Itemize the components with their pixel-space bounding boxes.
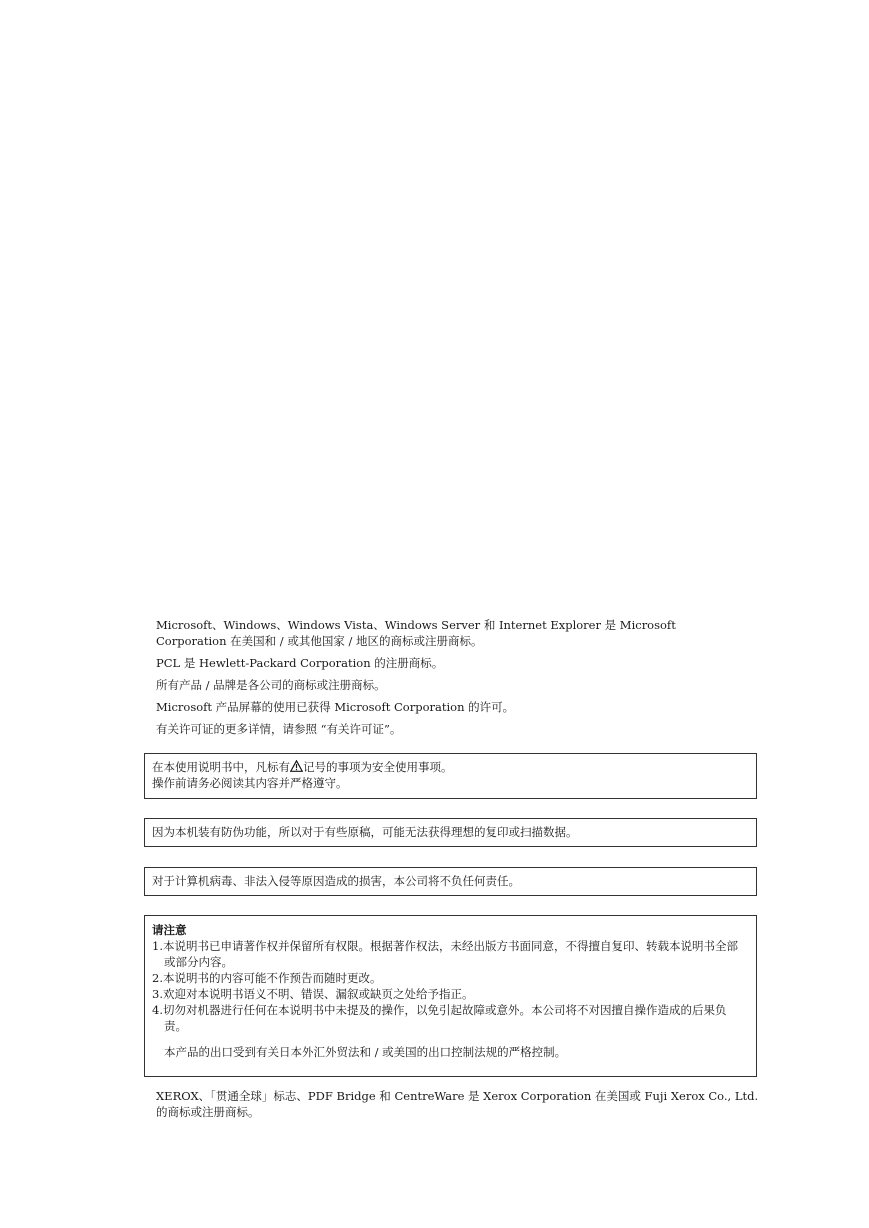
microsoft-trademark: Microsoft、Windows、Windows Vista、Windows Server 和 Internet Explorer 是 Microsoft Corporation 在美国和 / 或其他国家 / 地区的商标或注册商标。 xyxy=(156,618,676,648)
copy-protection-text: 因为本机装有防伪功能，所以对于有些原稿，可能无法获得理想的复印或扫描数据。 xyxy=(152,825,578,839)
virus-disclaimer-text: 对于计算机病毒、非法入侵等原因造成的损害，本公司将不负任何责任。 xyxy=(152,874,520,888)
notice-item: 1.本说明书已申请著作权并保留所有权限。根据著作权法，未经出版方书面同意，不得擅自复印、转载本说明书全部或部分内容。 xyxy=(152,939,738,969)
notice-list xyxy=(152,938,749,1034)
notice-title: 请注意 xyxy=(152,923,187,937)
safety-text-before: 在本使用说明书中，凡标有 xyxy=(152,760,290,774)
products-trademark: 所有产品 / 品牌是各公司的商标或注册商标。 xyxy=(156,678,386,692)
warning-icon xyxy=(290,760,303,772)
virus-disclaimer-box xyxy=(144,867,757,896)
notice-item: 2.本说明书的内容可能不作预告而随时更改。 xyxy=(152,971,382,985)
export-control-text: 本产品的出口受到有关日本外汇外贸法和 / 或美国的出口控制法规的严格控制。 xyxy=(164,1045,567,1059)
screens-permission: Microsoft 产品屏幕的使用已获得 Microsoft Corporation 的许可。 xyxy=(156,700,515,714)
notice-item: 4.切勿对机器进行任何在本说明书中未提及的操作，以免引起故障或意外。本公司将不对因擅自操作造成的后果负责。 xyxy=(152,1003,727,1033)
notice-box xyxy=(144,915,757,1077)
trademark-notices xyxy=(156,617,736,743)
notice-item: 3.欢迎对本说明书语义不明、错误、漏叙或缺页之处给予指正。 xyxy=(152,987,474,1001)
safety-line-2: 操作前请务必阅读其内容并严格遵守。 xyxy=(152,776,348,790)
license-reference: 有关许可证的更多详情，请参照 “有关许可证”。 xyxy=(156,722,402,736)
pcl-trademark: PCL 是 Hewlett-Packard Corporation 的注册商标。 xyxy=(156,656,444,670)
xerox-trademark: XEROX、「贯通全球」标志、PDF Bridge 和 CentreWare 是 Xerox Corporation 在美国或 Fuji Xerox Co., Ltd. 的商标或注册商标。 xyxy=(156,1089,759,1119)
copy-protection-box xyxy=(144,818,757,847)
safety-notice-box xyxy=(144,753,757,799)
safety-text-after: 记号的事项为安全使用事项。 xyxy=(303,760,453,774)
safety-line-1 xyxy=(152,759,749,775)
